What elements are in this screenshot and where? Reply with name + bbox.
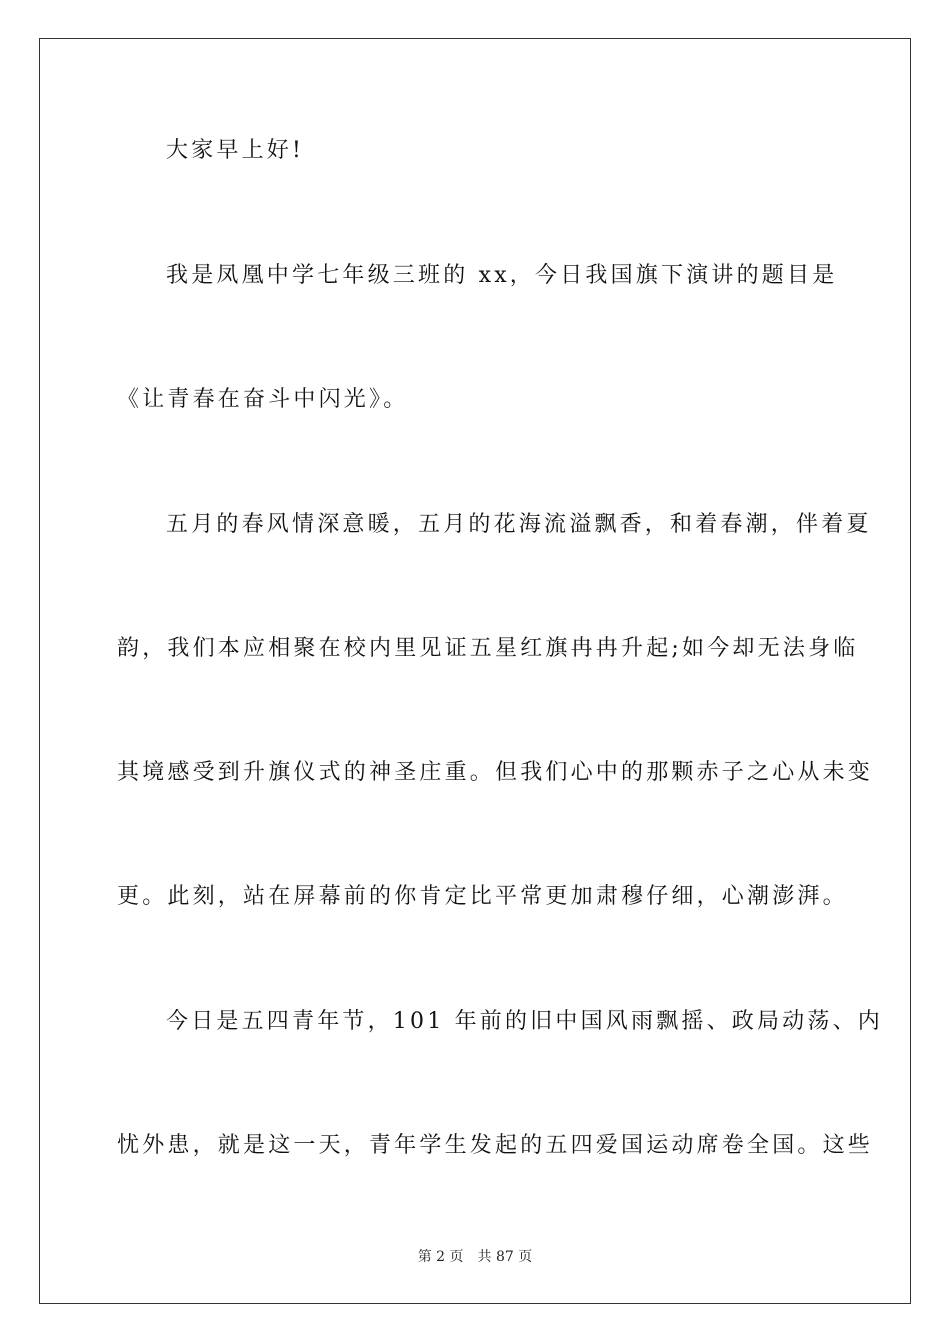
paragraph-line: 我是凤凰中学七年级三班的 xx，今日我国旗下演讲的题目是 bbox=[166, 263, 838, 288]
page-number: 第 2 页 bbox=[417, 1249, 464, 1265]
paragraph-line: 韵，我们本应相聚在校内里见证五星红旗冉冉升起;如今却无法身临 bbox=[117, 636, 859, 661]
page-total: 共 87 页 bbox=[477, 1249, 533, 1265]
greeting-line: 大家早上好! bbox=[166, 138, 305, 163]
paragraph-line: 今日是五四青年节，101 年前的旧中国风雨飘摇、政局动荡、内 bbox=[166, 1009, 883, 1034]
paragraph-line: 《让青春在奋斗中闪光》。 bbox=[117, 387, 409, 412]
page-footer bbox=[0, 1247, 950, 1267]
paragraph-line: 其境感受到升旗仪式的神圣庄重。但我们心中的那颗赤子之心从未变 bbox=[117, 760, 874, 785]
paragraph-line: 更。此刻，站在屏幕前的你肯定比平常更加肃穆仔细，心潮澎湃。 bbox=[117, 884, 848, 909]
page-border bbox=[39, 38, 911, 1304]
paragraph-line: 忧外患，就是这一天，青年学生发起的五四爱国运动席卷全国。这些 bbox=[117, 1133, 874, 1158]
paragraph-line: 五月的春风情深意暖，五月的花海流溢飘香，和着春潮，伴着夏 bbox=[166, 512, 872, 537]
